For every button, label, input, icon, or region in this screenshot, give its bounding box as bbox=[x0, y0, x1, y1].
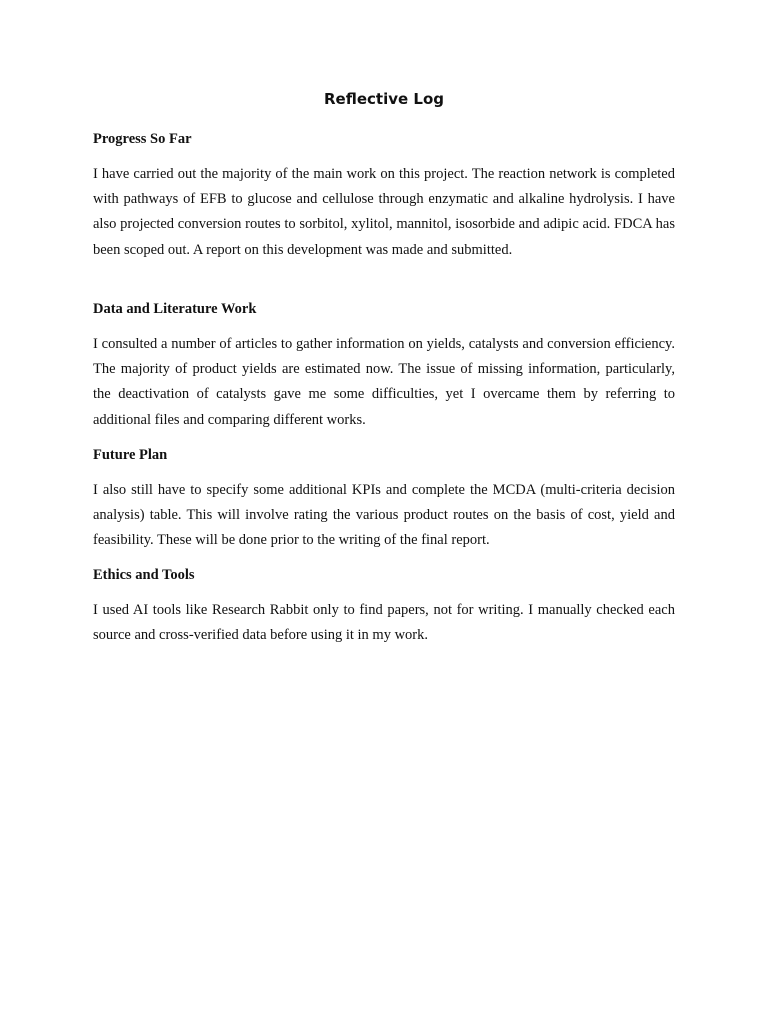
section-body-progress: I have carried out the majority of the main work on this project. The reaction network is completed with pathways of EFB to glucose and cellulose through enzymatic and alkaline hydrolysis. I have also projected conversion routes to sorbitol, xylitol, mannitol, isosorbide and adipic acid. FDCA has been scoped out. A report on this development was made and submitted. bbox=[93, 166, 675, 258]
section-body-future-plan: I also still have to specify some additional KPIs and complete the MCDA (multi-criteria decision analysis) table. This will involve rating the various product routes on the basis of cost, yield and feasibility. These will be done prior to the writing of the final report. bbox=[93, 482, 675, 549]
document-title: Reflective Log bbox=[324, 90, 444, 108]
section-heading-progress: Progress So Far bbox=[93, 131, 192, 147]
section-heading-future-plan: Future Plan bbox=[93, 447, 168, 463]
section-heading-data-literature: Data and Literature Work bbox=[93, 301, 257, 317]
section-body-ethics-tools: I used AI tools like Research Rabbit only to find papers, not for writing. I manually checked each source and cross-verified data before using it in my work. bbox=[93, 602, 675, 644]
section-body-data-literature: I consulted a number of articles to gather information on yields, catalysts and conversion efficiency. The majority of product yields are estimated now. The issue of missing information, particularly, the deactivation of catalysts gave me some difficulties, yet I overcame them by referring to additional files and comparing different works. bbox=[93, 336, 675, 428]
section-heading-ethics-tools: Ethics and Tools bbox=[93, 567, 195, 583]
